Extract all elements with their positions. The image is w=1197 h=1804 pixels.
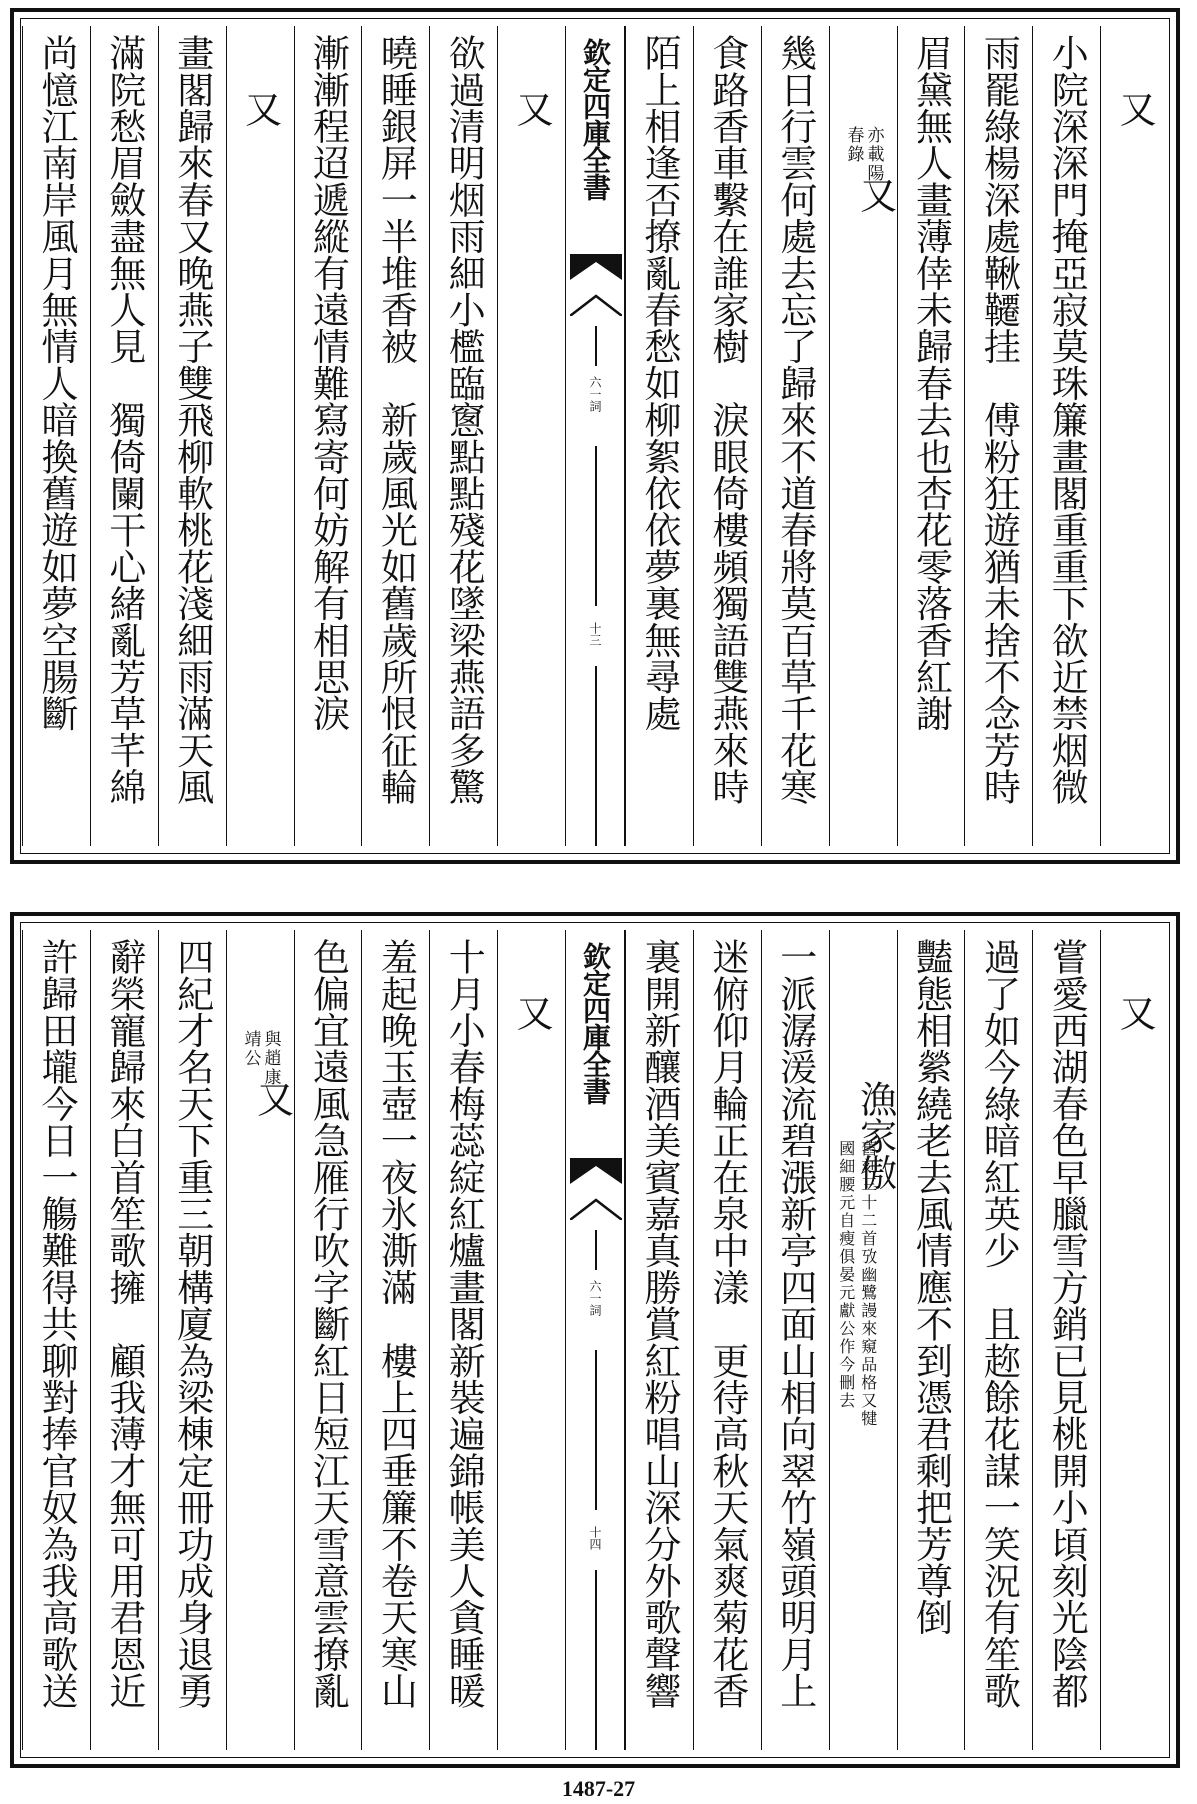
annotation-note: 春錄 <box>843 126 864 164</box>
center-rule <box>595 1570 597 1750</box>
center-rule <box>595 446 597 606</box>
text-column <box>897 930 965 1750</box>
text-column <box>22 930 90 1750</box>
verse-line: 過了如今綠暗紅英少 且趂餘花謀一笑況有笙歌 <box>977 938 1021 1709</box>
text-column <box>158 930 226 1750</box>
text-column <box>429 930 497 1750</box>
text-column <box>90 26 158 846</box>
book-title: 六一詞 <box>588 376 602 412</box>
verse-line: 辭榮寵歸來白首笙歌擁 顧我薄才無可用君恩近 <box>102 938 146 1709</box>
verse-line: 許歸田壠今日一觴難得共聊對捧官奴為我高歌送 <box>34 938 78 1709</box>
verse-line: 眉黛無人畫薄倖未歸春去也杏花零落香紅謝 <box>909 34 953 732</box>
title-column <box>829 26 897 846</box>
fishtail-lower-icon <box>570 290 622 316</box>
text-column <box>761 26 829 846</box>
verse-line: 尚憶江南岸風月無情人暗換舊遊如夢空腸斷 <box>34 34 78 732</box>
center-fold-column <box>565 26 625 846</box>
repeat-marker: 又 <box>1113 90 1157 127</box>
verse-line: 裏開新釀酒美賓嘉真勝賞紅粉唱山深分外歌聲響 <box>637 938 681 1709</box>
verse-line: 小院深深門掩亞寂莫珠簾畫閣重重下欲近禁烟微 <box>1045 34 1089 805</box>
text-column <box>964 26 1032 846</box>
verse-line: 豔態相縈繞老去風情應不到憑君剩把芳尊倒 <box>909 938 953 1636</box>
annotation-note: 與趙康 <box>260 1030 281 1087</box>
page-frame-top <box>10 8 1180 864</box>
verse-line: 嘗愛西湖春色早臘雪方銷已見桃開小頃刻光陰都 <box>1045 938 1089 1709</box>
fishtail-upper-icon <box>570 1158 622 1184</box>
verse-line: 雨罷綠楊深處鞦韆挂 傅粉狂遊猶未捨不念芳時 <box>977 34 1021 805</box>
verse-line: 四紀才名天下重三朝構廈為梁棟定冊功成身退勇 <box>170 938 214 1709</box>
text-column <box>429 26 497 846</box>
page-frame-bottom <box>10 912 1180 1768</box>
verse-line: 幾日行雲何處去忘了歸來不道春將莫百草千花寒 <box>773 34 817 805</box>
collection-title: 欽定四庫全書 <box>579 38 612 200</box>
repeat-marker: 又 <box>1113 994 1157 1031</box>
text-column <box>1032 26 1100 846</box>
verse-line: 漸漸程迢遞縱有遠情難寫寄何妨解有相思淚 <box>306 34 350 732</box>
center-rule <box>595 666 597 846</box>
marker-column <box>497 26 565 846</box>
title-column <box>829 930 897 1750</box>
text-column <box>625 26 693 846</box>
text-column <box>693 930 761 1750</box>
annotation-note: 亦載陽 <box>863 126 884 183</box>
repeat-marker: 又 <box>510 90 554 127</box>
text-column <box>761 930 829 1750</box>
tune-title: 漁家傲 <box>853 1080 897 1191</box>
verse-line: 曉睡銀屏一半堆香被 新歲風光如舊歲所恨征輪 <box>374 34 418 805</box>
text-column <box>22 26 90 846</box>
marker-column <box>226 26 294 846</box>
verse-line: 陌上相逢否撩亂春愁如柳絮依依夢裏無尋處 <box>637 34 681 732</box>
text-column <box>90 930 158 1750</box>
text-column <box>158 26 226 846</box>
fishtail-lower-icon <box>570 1194 622 1220</box>
tune-title: 又 <box>853 176 897 213</box>
text-column <box>693 26 761 846</box>
verse-line: 一派潺湲流碧漲新亭四面山相向翠竹嶺頭明月上 <box>773 938 817 1709</box>
text-column <box>294 26 362 846</box>
annotation-note: 國細腰元自瘦俱晏元獻公作今刪去 <box>836 1140 856 1410</box>
book-title: 六一詞 <box>588 1280 602 1316</box>
marker-column <box>1100 930 1168 1750</box>
tune-title: 又 <box>250 1080 294 1117</box>
verse-line: 滿院愁眉斂盡無人見 獨倚闌干心緒亂芳草芊綿 <box>102 34 146 805</box>
verse-line: 畫閣歸來春又晚燕子雙飛柳軟桃花淺細雨滿天風 <box>170 34 214 805</box>
center-fold-column <box>565 930 625 1750</box>
center-rule <box>595 1230 597 1270</box>
repeat-marker: 又 <box>510 994 554 1031</box>
verse-line: 迷俯仰月輪正在泉中漾 更待高秋天氣爽菊花香 <box>705 938 749 1709</box>
fishtail-upper-icon <box>570 254 622 280</box>
text-column <box>361 26 429 846</box>
marker-column <box>1100 26 1168 846</box>
verse-line: 色偏宜遠風急雁行吹字斷紅日短江天雪意雲撩亂 <box>306 938 350 1709</box>
text-column <box>964 930 1032 1750</box>
marker-column <box>497 930 565 1750</box>
repeat-marker: 又 <box>238 90 282 127</box>
text-column <box>897 26 965 846</box>
folio-number: 十三 <box>588 622 602 646</box>
verse-line: 食路香車繫在誰家樹 淚眼倚樓頻獨語雙燕來時 <box>705 34 749 805</box>
title-column <box>226 930 294 1750</box>
collection-title: 欽定四庫全書 <box>579 942 612 1104</box>
page-number: 1487-27 <box>561 1776 636 1801</box>
text-column <box>294 930 362 1750</box>
text-column <box>1032 930 1100 1750</box>
annotation-note: 舊刻三十二首攷幽鷺謾來窺品格又犍 <box>858 1140 878 1428</box>
verse-line: 欲過清明烟雨細小檻臨窻點點殘花墜梁燕語多驚 <box>442 34 486 805</box>
folio-number: 十四 <box>588 1526 602 1550</box>
verse-line: 羞起晚玉壺一夜氷澌滿 樓上四垂簾不卷天寒山 <box>374 938 418 1709</box>
center-rule <box>595 1350 597 1510</box>
center-rule <box>595 326 597 366</box>
text-column <box>625 930 693 1750</box>
annotation-note: 靖公 <box>240 1030 261 1068</box>
verse-line: 十月小春梅蕊綻紅爐畫閣新裝遍錦帳美人貪睡暖 <box>442 938 486 1709</box>
text-column <box>361 930 429 1750</box>
